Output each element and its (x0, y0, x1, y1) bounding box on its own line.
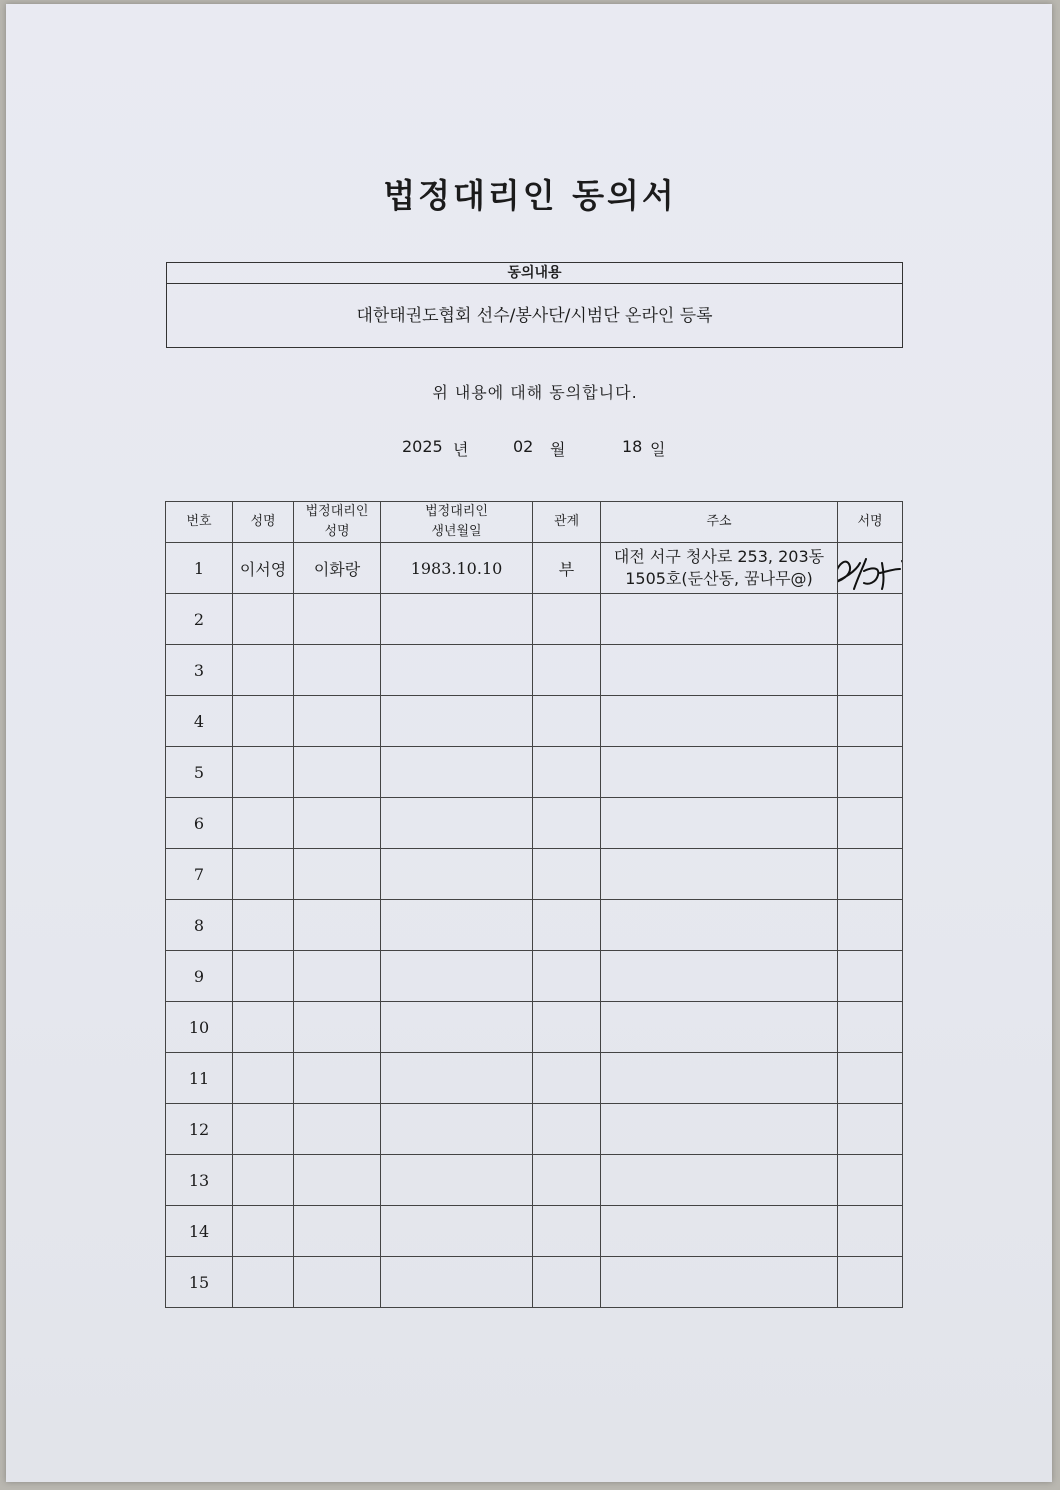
row-signature-cell (838, 798, 903, 849)
row-guardian-birth-cell (381, 1002, 533, 1053)
row-guardian-birth-cell (381, 951, 533, 1002)
table-row (166, 1155, 903, 1206)
row-name-cell (233, 1053, 294, 1104)
table-row (166, 543, 903, 594)
row-name-cell (233, 798, 294, 849)
row-relation-cell (533, 900, 601, 951)
table-row (166, 1257, 903, 1308)
handwritten-signature (838, 549, 903, 593)
table-row (166, 1002, 903, 1053)
date-day-label: 일 (650, 440, 666, 459)
row-no-cell: 12 (166, 1104, 233, 1155)
row-relation-cell (533, 594, 601, 645)
row-guardian-birth-cell (381, 1104, 533, 1155)
row-name-cell (233, 594, 294, 645)
row-signature-cell (838, 1053, 903, 1104)
row-signature-cell (838, 1104, 903, 1155)
row-address-cell (601, 645, 838, 696)
row-no-cell: 5 (166, 747, 233, 798)
table-row (166, 1104, 903, 1155)
row-relation-cell (533, 696, 601, 747)
row-signature-cell (838, 747, 903, 798)
table-row (166, 1053, 903, 1104)
row-address-cell (601, 951, 838, 1002)
row-no-cell: 8 (166, 900, 233, 951)
row-guardian-name-cell (294, 1002, 381, 1053)
row-guardian-name-cell (294, 951, 381, 1002)
row-signature-cell (838, 1257, 903, 1308)
row-no-cell: 2 (166, 594, 233, 645)
row-signature-cell (838, 849, 903, 900)
table-row (166, 798, 903, 849)
agreement-statement: 위 내용에 대해 동의합니다. (432, 383, 638, 402)
row-relation-cell (533, 1206, 601, 1257)
table-row (166, 1206, 903, 1257)
row-address-cell (601, 696, 838, 747)
row-guardian-name-cell (294, 1257, 381, 1308)
header-name: 성명 (233, 502, 294, 543)
row-no-cell: 7 (166, 849, 233, 900)
row-guardian-name-cell: 이화랑 (294, 543, 381, 594)
row-signature-cell (838, 543, 903, 594)
row-guardian-birth-cell (381, 747, 533, 798)
row-relation-cell (533, 1104, 601, 1155)
row-signature-cell (838, 900, 903, 951)
header-guardian-name-line2: 성명 (324, 524, 350, 539)
consent-heading: 동의내용 (167, 263, 902, 284)
row-address-cell (601, 1002, 838, 1053)
table-row (166, 645, 903, 696)
row-guardian-birth-cell (381, 1155, 533, 1206)
row-signature-cell (838, 1002, 903, 1053)
table-row (166, 900, 903, 951)
header-guardian-birth (381, 502, 533, 543)
row-guardian-name-cell (294, 747, 381, 798)
row-address-cell (601, 1155, 838, 1206)
row-guardian-birth-cell (381, 1257, 533, 1308)
row-relation-cell (533, 1053, 601, 1104)
row-signature-cell (838, 951, 903, 1002)
row-guardian-birth-cell (381, 900, 533, 951)
row-guardian-name-cell (294, 849, 381, 900)
row-guardian-name-cell (294, 1104, 381, 1155)
row-address-cell (601, 747, 838, 798)
date-month-label: 월 (550, 440, 566, 459)
row-relation-cell (533, 1155, 601, 1206)
row-relation-cell (533, 798, 601, 849)
row-relation-cell (533, 747, 601, 798)
header-signature: 서명 (838, 502, 903, 543)
row-guardian-birth-cell (381, 645, 533, 696)
row-name-cell (233, 1206, 294, 1257)
header-relation: 관계 (533, 502, 601, 543)
row-guardian-birth-cell (381, 1053, 533, 1104)
header-guardian-name-line1: 법정대리인 (305, 504, 369, 519)
row-no-cell: 1 (166, 543, 233, 594)
row-guardian-name-cell (294, 645, 381, 696)
row-guardian-birth-cell (381, 696, 533, 747)
header-guardian-birth-line1: 법정대리인 (425, 504, 488, 519)
row-address-cell (601, 1104, 838, 1155)
row-name-cell (233, 645, 294, 696)
row-relation-cell (533, 951, 601, 1002)
row-name-cell (233, 1002, 294, 1053)
row-name-cell (233, 1104, 294, 1155)
date-year-label: 년 (453, 440, 469, 459)
row-guardian-name-cell (294, 900, 381, 951)
row-guardian-name-cell (294, 798, 381, 849)
consent-content: 대한태권도협회 선수/봉사단/시범단 온라인 등록 (356, 306, 713, 326)
row-name-cell (233, 1257, 294, 1308)
row-guardian-name-cell (294, 696, 381, 747)
table-row (166, 747, 903, 798)
row-guardian-birth-cell (381, 849, 533, 900)
date-month: 02 (513, 437, 534, 456)
row-guardian-birth-cell: 1983.10.10 (381, 543, 533, 594)
table-row (166, 849, 903, 900)
table-header-row (166, 502, 903, 543)
header-guardian-name (294, 502, 381, 543)
row-signature-cell (838, 594, 903, 645)
row-address-cell (601, 1257, 838, 1308)
row-address-cell (601, 1053, 838, 1104)
row-name-cell: 이서영 (233, 543, 294, 594)
row-guardian-birth-cell (381, 798, 533, 849)
row-name-cell (233, 1155, 294, 1206)
row-name-cell (233, 849, 294, 900)
table-row (166, 951, 903, 1002)
row-address-cell (601, 798, 838, 849)
row-signature-cell (838, 645, 903, 696)
document-title: 법정대리인 동의서 (383, 176, 677, 215)
row-name-cell (233, 747, 294, 798)
row-signature-cell (838, 696, 903, 747)
row-guardian-name-cell (294, 594, 381, 645)
row-no-cell: 3 (166, 645, 233, 696)
row-no-cell: 6 (166, 798, 233, 849)
row-signature-cell (838, 1155, 903, 1206)
row-no-cell: 9 (166, 951, 233, 1002)
row-name-cell (233, 900, 294, 951)
row-address-cell (601, 900, 838, 951)
header-address: 주소 (601, 502, 838, 543)
row-no-cell: 11 (166, 1053, 233, 1104)
date-year: 2025 (402, 437, 443, 456)
row-address-cell (601, 543, 838, 594)
row-relation-cell: 부 (533, 543, 601, 594)
consent-box (166, 262, 903, 348)
row-relation-cell (533, 645, 601, 696)
address-address-line2: 1505호(둔산동, 꿈나무@) (625, 569, 813, 588)
row-relation-cell (533, 1257, 601, 1308)
row-relation-cell (533, 1002, 601, 1053)
row-address-cell (601, 1206, 838, 1257)
row-no-cell: 10 (166, 1002, 233, 1053)
address-address-line1: 대전 서구 청사로 253, 203동 (613, 547, 825, 566)
row-no-cell: 13 (166, 1155, 233, 1206)
header-guardian-birth-line2: 생년월일 (431, 524, 482, 539)
row-relation-cell (533, 849, 601, 900)
table-row (166, 696, 903, 747)
row-address-cell (601, 849, 838, 900)
row-no-cell: 15 (166, 1257, 233, 1308)
date-day: 18 (622, 437, 643, 456)
row-no-cell: 4 (166, 696, 233, 747)
table-row (166, 594, 903, 645)
row-signature-cell (838, 1206, 903, 1257)
header-no: 번호 (166, 502, 233, 543)
row-address-cell (601, 594, 838, 645)
row-guardian-birth-cell (381, 594, 533, 645)
row-no-cell: 14 (166, 1206, 233, 1257)
row-guardian-birth-cell (381, 1206, 533, 1257)
guardian-table (165, 501, 903, 1308)
row-guardian-name-cell (294, 1206, 381, 1257)
row-name-cell (233, 696, 294, 747)
row-name-cell (233, 951, 294, 1002)
row-guardian-name-cell (294, 1155, 381, 1206)
row-guardian-name-cell (294, 1053, 381, 1104)
